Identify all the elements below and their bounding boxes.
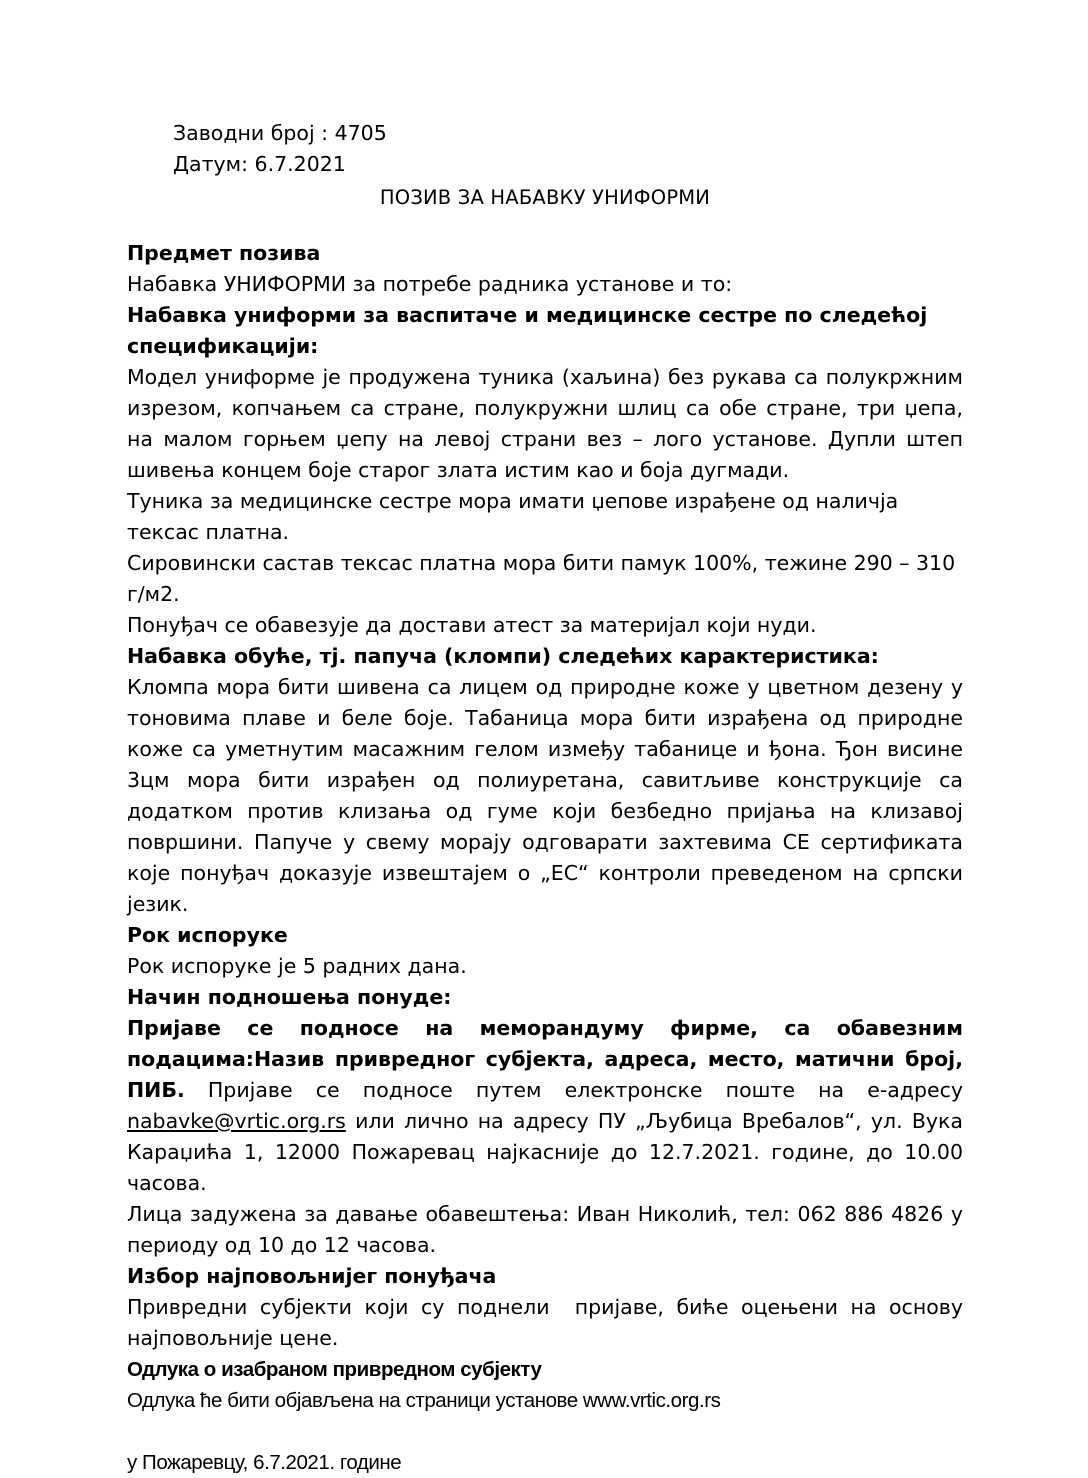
- subject-heading: Предмет позива: [127, 241, 321, 265]
- submission-email-link[interactable]: nabavke@vrtic.org.rs: [127, 1109, 346, 1133]
- submission-text-before-email: Пријаве се подносе путем електронске поште на е-адресу: [184, 1078, 970, 1102]
- footwear-paragraph: Кломпа мора бити шивена са лицем од природне коже у цветном дезену у тоновима плаве и беле боје. Табаница мора бити израђена од природне коже са уметнутим масажним гелом између табанице и ђона. Ђон висине 3цм мора бити израђен од полиуретана, савитљиве конструкције са додатком против клизања од гуме који безбедно пријања на клизавој површини. Папуче у свему морају одговарати захтевима СЕ сертификата које понуђач доказује извештајем о „ЕС“ контроли преведеном на српски језик.: [127, 675, 963, 916]
- uniforms-paragraph: Модел униформе је продужена туника (хаљина) без рукава са полукржним изрезом, копчањем са стране, полукружни шлиц са обе стране, три џепа, на малом горњем џепу на левој страни вез – лого установе. Дупли штеп шивења концем боје старог злата истим као и боја дугмади.: [127, 365, 963, 482]
- header-block: [127, 118, 963, 180]
- submission-text-after-email: или лично на адресу ПУ „Љубица Вребалов“, ул. Вука Караџића 1, 12000 Пожаревац најкасније до 12.7.2021. године, до 10.00 часова.: [127, 1109, 970, 1195]
- blank-line-spacer: [127, 1416, 963, 1447]
- material-composition-line: Сировински састав тексас платна мора бити памук 100%, тежине 290 – 310 г/м2.: [127, 551, 956, 606]
- selection-heading: Избор најповољнијег понуђача: [127, 1264, 497, 1288]
- decision-heading: Одлука о изабраном привредном субјекту: [127, 1358, 542, 1381]
- document-title: ПОЗИВ ЗА НАБАВКУ УНИФОРМИ: [379, 186, 711, 209]
- uniforms-heading: Набавка униформи за васпитаче и медицинске сестре по следећој спецификацији:: [127, 303, 928, 358]
- delivery-heading: Рок испоруке: [127, 923, 288, 947]
- attest-line: Понуђач се обавезује да достави атест за материјал који нуди.: [127, 613, 817, 637]
- date-line: Датум: 6.7.2021: [173, 152, 346, 176]
- submission-heading: Начин подношења понуде:: [127, 985, 452, 1009]
- selection-text: Привредни субјекти који су поднели пријаве, биће оцењени на основу најповољније цене.: [127, 1295, 970, 1350]
- tunic-pockets-line: Туника за медицинске сестре мора имати џепове израђене од наличја тексас платна.: [127, 489, 899, 544]
- submission-paragraph: [127, 1013, 970, 1199]
- document-body: [127, 238, 970, 1478]
- subject-text: Набавка УНИФОРМИ за потребе радника установе и то:: [127, 272, 733, 296]
- reference-number-line: Заводни број : 4705: [173, 121, 387, 145]
- signature-place-date: у Пожаревцу, 6.7.2021. године: [127, 1451, 402, 1474]
- decision-text: Одлука ће бити објављена на страници установе www.vrtic.org.rs: [127, 1389, 721, 1412]
- footwear-heading: Набавка обуће, тј. папуча (кломпи) следећих карактеристика:: [127, 644, 879, 668]
- delivery-text: Рок испоруке је 5 радних дана.: [127, 954, 467, 978]
- submission-required-data: Пријаве се подносе на меморандуму фирме, са обавезним подацима:Назив привредног субјекта, адреса, место, матични број, ПИБ.: [127, 1016, 963, 1102]
- document-content: [127, 118, 970, 1478]
- contact-person-line: Лица задужена за давање обавештења: Иван Николић, тел: 062 886 4826 у периоду од 10 до 12 часова.: [127, 1202, 963, 1257]
